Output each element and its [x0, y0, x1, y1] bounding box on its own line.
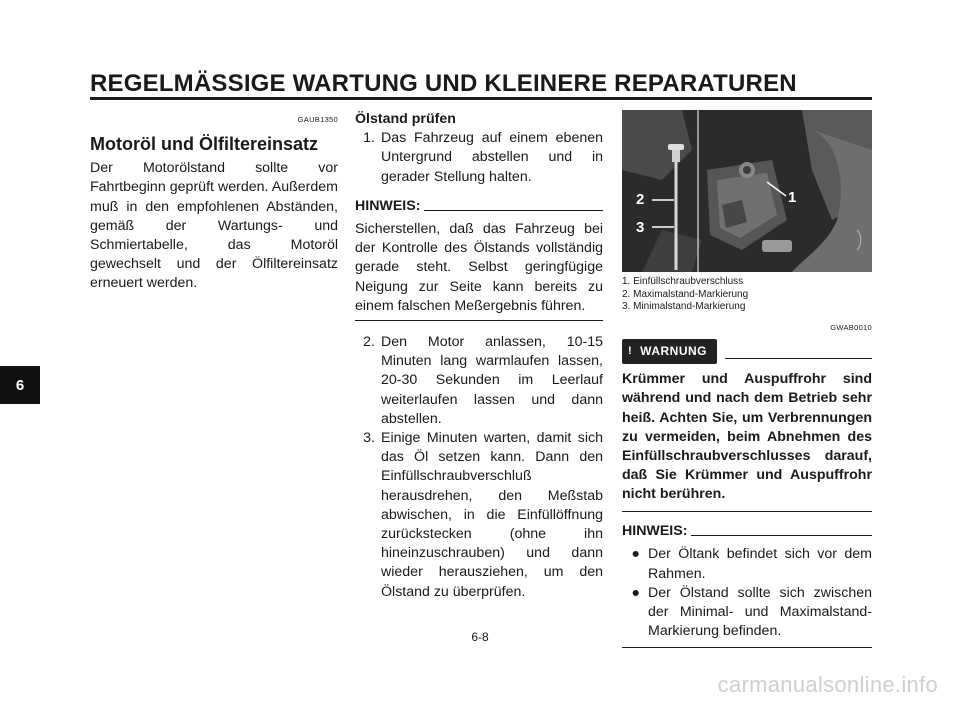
- engine-illustration: [622, 110, 872, 272]
- note-end-rule: [355, 320, 603, 321]
- page-title: REGELMÄSSIGE WARTUNG UND KLEINERE REPARATUREN: [90, 70, 797, 97]
- header-rule: [90, 97, 872, 100]
- warning-rule: [725, 358, 872, 360]
- section-code: GAUB1350: [297, 115, 338, 124]
- chapter-tab: 6: [0, 366, 40, 404]
- step-number: 1.: [363, 130, 375, 147]
- bullet-text: Der Öltank befindet sich vor dem Rahmen.: [648, 546, 872, 582]
- caption-item: 1. Einfüllschraubverschluss: [622, 276, 744, 287]
- bullet-text: Der Ölstand sollte sich zwischen der Minimal- und Maximalstand-Markierung befinden.: [648, 584, 872, 640]
- page-header: [90, 70, 872, 98]
- column-left: [90, 110, 338, 294]
- warning-triangle-icon: !: [628, 344, 633, 357]
- step-text: Das Fahrzeug auf einem ebenen Untergrund abstellen und in gerader Stellung halten.: [381, 130, 603, 185]
- warning-label: WARNUNG: [640, 343, 707, 358]
- note-label: HINWEIS:: [622, 523, 688, 540]
- bullet-icon: ●: [631, 546, 640, 563]
- section-body: Der Motorölstand sollte vor Fahrtbeginn geprüft werden. Außerdem muß in den empfohlenen Abständen, gemäß der Wartungs- und Schmiertabelle, das Motoröl gewechselt und der Ölfiltereinsatz erneuert werden.: [90, 160, 338, 292]
- warning-text: Krümmer und Auspuffrohr sind während und nach dem Betrieb sehr heiß. Achten Sie, um Verbrennungen zu vermeiden, beim Abnehmen des Einfüllschraubverschlusses darauf, daß Sie Krümmer und Auspuffrohr nicht berühren.: [622, 371, 872, 503]
- warning-code: GWAB0010: [830, 322, 872, 332]
- note-end-rule: [622, 647, 872, 648]
- figure-captions: [622, 276, 872, 314]
- caption-item: 2. Maximalstand-Markierung: [622, 288, 749, 300]
- note-text: Sicherstellen, daß das Fahrzeug bei der Kontrolle des Ölstands vollständig gerade steht. Selbst geringfügige Neigung zur Seite kann bereits zu einem falschen Meßergebnis führen.: [355, 221, 603, 314]
- warning-badge: [622, 339, 717, 364]
- step-number: 2.: [363, 334, 375, 351]
- warning-end-rule: [622, 511, 872, 513]
- figure-label-2: 2: [636, 191, 645, 208]
- step-3: [355, 429, 603, 602]
- note-label: HINWEIS:: [355, 197, 421, 214]
- step-text: Einige Minuten warten, damit sich das Öl setzen kann. Dann den Einfüllschraubverschluß herausdrehen, den Meßstab abwischen, in die Einfüllöffnung zurückstecken (ohne ihn hineinzuschrauben) und dann wieder herausziehen, um den Ölstand zu überprüfen.: [381, 430, 603, 600]
- subsection-title: Ölstand prüfen: [355, 111, 456, 127]
- figure-label-1: 1: [788, 189, 797, 206]
- figure-label-3: 3: [636, 219, 645, 236]
- note-rule: [691, 535, 872, 536]
- note-bullet: [622, 545, 872, 583]
- bullet-icon: ●: [631, 584, 640, 601]
- section-title: Motoröl und Ölfiltereinsatz: [90, 134, 318, 155]
- note-heading: [355, 197, 603, 216]
- note-rule: [424, 210, 603, 211]
- watermark: carmanualsonline.info: [717, 672, 938, 697]
- caption-item: 3. Minimalstand-Markierung: [622, 301, 746, 313]
- column-middle: [355, 110, 603, 602]
- step-number: 3.: [363, 430, 375, 447]
- step-1: [355, 129, 603, 187]
- warning-heading: [622, 339, 872, 364]
- step-text: Den Motor anlassen, 10-15 Minuten lang warmlaufen lassen, 20-30 Sekunden im Leerlauf weiterlaufen lassen und dann abstellen.: [381, 334, 603, 427]
- step-2: [355, 333, 603, 429]
- column-right: [622, 110, 872, 648]
- engine-oil-figure: [622, 110, 872, 272]
- page-number: 6-8: [471, 630, 489, 644]
- note-heading: [622, 522, 872, 541]
